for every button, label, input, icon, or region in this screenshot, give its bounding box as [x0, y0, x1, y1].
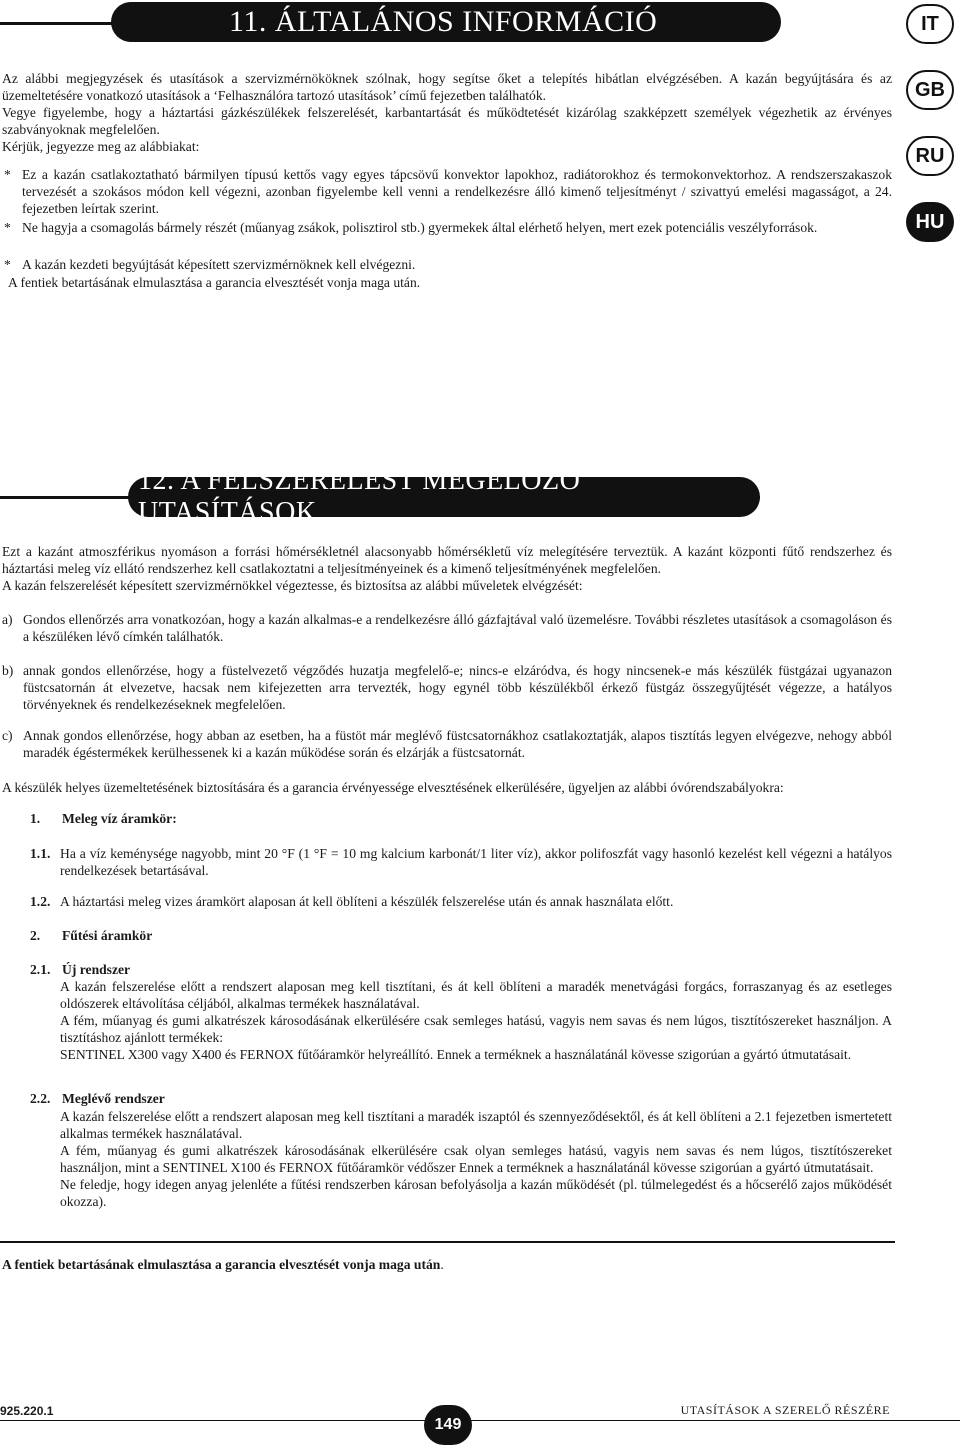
bullet-marker: *: [4, 220, 11, 235]
section-11-title: 11. ÁLTALÁNOS INFORMÁCIÓ: [229, 5, 658, 38]
s12-intro-2: A kazán felszerelését képesített szervizmérnökkel végeztesse, és biztosítsa az alábbi műveletek elvégzését:: [2, 578, 583, 593]
s12-2-1-p1: A kazán felszerelése előtt a rendszert alaposan meg kell tisztítani, és át kell öblíteni a maradék menetvágási forgács, forraszanyag és az esetleges oldószerek eltávolítása céljából, alkalmas termékek használatával.: [60, 979, 892, 1011]
s12-2-1-body: [60, 978, 892, 1063]
lang-badge-gb: GB: [906, 70, 954, 110]
s12-item-c: Annak gondos ellenőrzése, hogy abban az esetben, ha a füstöt már meglévő füstcsatornákhoz csatlakoztatják, alapos tisztítás legyen elvégezve, nehogy abból maradék égéstermékek kerülhessenek ki a kazán működése során és elzárják a füstcsatornát.: [23, 728, 892, 760]
s12-care: A készülék helyes üzemeltetésének biztosítására és a garancia érvényessége elvesztésének elkerülésére, ügyeljen az alábbi óvórendszabályokra:: [2, 780, 784, 795]
heading-2-number: 2.: [30, 928, 41, 943]
lang-badge-ru: RU: [906, 136, 954, 176]
s12-2-2-body: [60, 1108, 892, 1210]
item-marker-b: b): [2, 663, 14, 678]
s11-bullet-3: A kazán kezdeti begyújtását képesített szervizmérnöknek kell elvégezni.: [22, 257, 416, 272]
s12-1-1-text: Ha a víz keménysége nagyobb, mint 20 °F (1 °F = 10 mg kalcium karbonát/1 liter víz), akkor polifoszfát vagy hasonló kezelést kell végezni a hatályos rendelkezések betartásával.: [60, 846, 892, 878]
heading-1-2-number: 1.2.: [30, 894, 51, 909]
warning-text: A fentiek betartásának elmulasztása a garancia elvesztését vonja maga után: [2, 1257, 441, 1272]
s12-2-2-p1: A kazán felszerelése előtt a rendszert alaposan meg kell tisztítani a maradék iszaptól és szennyeződésektől, és át kell öblíteni a 2.1 fejezetben ismertetett alkalmas termékek használatával.: [60, 1109, 892, 1141]
s12-intro-1: Ezt a kazánt atmoszférikus nyomáson a forrási hőmérsékletnél alacsonyabb hőmérsékletű víz melegítésére terveztük. A kazánt központi fűtő rendszerhez és háztartási meleg víz ellátó rendszerhez kell csatlakoztatni a teljesítményeinek és a kimenő teljesítményének megfelelően.: [2, 544, 892, 576]
s11-closing: A fentiek betartásának elmulasztása a garancia elvesztését vonja maga után.: [8, 275, 421, 290]
heading-2-2: Meglévő rendszer: [62, 1091, 165, 1106]
heading-2-2-number: 2.2.: [30, 1091, 51, 1106]
running-title: UTASÍTÁSOK A SZERELŐ RÉSZÉRE: [680, 1403, 890, 1417]
s11-bullet-1: Ez a kazán csatlakoztatható bármilyen típusú kettős vagy egyes tápcsövű konvektor lapokhoz, radiátorokhoz és termokonvektorhoz. A rendszerszakaszok tervezését a szokásos módon kell végezni, azonban figyelembe kell venni a rendelkezésre álló kimenő teljesítményt / szivattyú emelési magasságot, a 24. fejezetben leírtak szerint.: [22, 167, 892, 216]
heading-2-1: Új rendszer: [62, 962, 131, 977]
heading-1: Meleg víz áramkör:: [62, 811, 177, 826]
s12-2-1-p3: SENTINEL X300 vagy X400 és FERNOX fűtőáramkör helyreállító. Ennek a terméknek a használatánál kövesse szigorúan a gyártó útmutatásait.: [60, 1047, 852, 1062]
heading-2: Fűtési áramkör: [62, 928, 153, 943]
s11-paragraph-1: Az alábbi megjegyzések és utasítások a szervizmérnököknek szólnak, hogy segítse őket a telepítés hibátlan elvégzésében. A kazán begyújtására és az üzemeltetésére vonatkozó utasítások a ‘Felhasználóra tartozó utasítások’ című fejezetben találhatók.: [2, 71, 892, 103]
lang-badge-hu: HU: [906, 202, 954, 242]
s12-2-1-p2: A fém, műanyag és gumi alkatrészek károsodásának elkerülésére csak semleges hatású, vagyis nem savas és nem lúgos, tisztítószereket használjon. A tisztításhoz ajánlott termékek:: [60, 1013, 892, 1045]
section-11-text: [2, 70, 892, 155]
s12-item-a: Gondos ellenőrzés arra vonatkozóan, hogy a kazán alkalmas-e a rendelkezésre álló gázfajtával való üzemelésre. További részletes utasítások a csomagoláson és a készüléken lévő címkén találhatók.: [23, 612, 892, 644]
s12-2-2-p3: Ne feledje, hogy idegen anyag jelenléte a fűtési rendszerben károsan befolyásolja a kazán működését (pl. túlmelegedést és a hőcserélő zajos működését okozza).: [60, 1177, 892, 1209]
s12-warning: [2, 1256, 892, 1273]
section-11-title-bar: [111, 2, 781, 42]
section-12-title: 12. A FELSZERELÉST MEGELŐZŐ UTASÍTÁSOK: [138, 465, 581, 528]
s12-2-2-p2: A fém, műanyag és gumi alkatrészek károsodásának elkerülésére csak olyan semleges hatású, vagyis nem savas és nem lúgos, tisztítószereket használjon, mint a SENTINEL X100 és FERNOX fűtőáramkör védőszer Ennek a terméknek a használatánál kövesse szigorúan a gyártó útmutatásait.: [60, 1143, 892, 1175]
s12-item-b: annak gondos ellenőrzése, hogy a füstelvezető végződés huzatja megfelelő-e; nincs-e elzáródva, és hogy nincsenek-e más készülék füstgázai ugyanazon füstcsatornán át elvezetve, hacsak nem kifejezetten arra tervezték, hogy egynél több készülékből érkező füstgáz összegyűjtését végezze, a hatályos törvényeknek és rendelkezéseknek megfelelően.: [23, 663, 892, 712]
bullet-marker: *: [4, 167, 11, 182]
footer-rule: [0, 1420, 960, 1421]
item-marker-c: c): [2, 728, 13, 743]
section-12-title-bar: [128, 465, 760, 528]
warning-period: .: [440, 1257, 444, 1272]
s11-paragraph-3: Kérjük, jegyezze meg az alábbiakat:: [2, 139, 200, 154]
s11-paragraph-2: Vegye figyelembe, hogy a háztartási gázkészülékek felszerelését, karbantartását és működtetését kizárólag szakképzett személyek végezhetik az érvényes szabványoknak megfelelően.: [2, 105, 892, 137]
page-number: 149: [424, 1405, 472, 1445]
bullet-marker: *: [4, 257, 11, 272]
heading-2-1-number: 2.1.: [30, 962, 51, 977]
item-marker-a: a): [2, 612, 13, 627]
heading-1-number: 1.: [30, 811, 41, 826]
lang-badge-it: IT: [906, 4, 954, 44]
s12-intro: [2, 543, 892, 594]
document-code: 925.220.1: [0, 1404, 54, 1418]
s12-1-2-text: A háztartási meleg vizes áramkört alaposan át kell öblíteni a készülék felszerelése után és annak használata előtt.: [60, 894, 674, 909]
s11-bullet-2: Ne hagyja a csomagolás bármely részét (műanyag zsákok, polisztirol stb.) gyermekek által elérhető helyen, mert ezek potenciális veszélyforrások.: [22, 220, 818, 235]
heading-1-1-number: 1.1.: [30, 846, 51, 861]
warning-divider: [0, 1241, 895, 1243]
